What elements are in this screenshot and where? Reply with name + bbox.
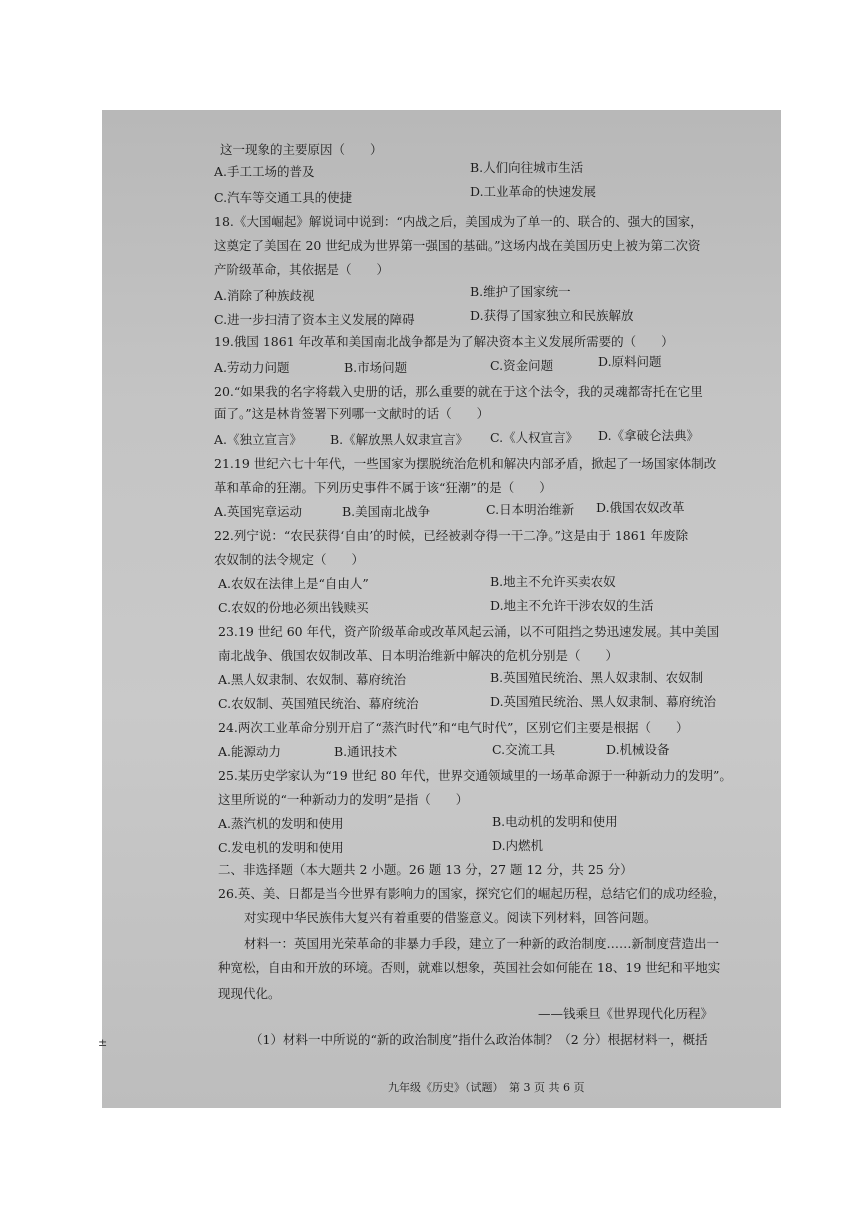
q23-option-d: D.英国殖民统治、黑人奴隶制、幕府统治 <box>490 694 717 709</box>
material-source: ——钱乘旦《世界现代化历程》 <box>538 1006 714 1021</box>
q23-line2: 南北战争、俄国农奴制改革、日本明治维新中解决的危机分别是（ ） <box>218 648 619 663</box>
q20-option-c: C.《人权宣言》 <box>490 430 579 445</box>
q26-line1: 26.英、美、日都是当今世界有影响力的国家，探究它们的崛起历程，总结它们的成功经验， <box>218 886 726 901</box>
q20-option-a: A.《独立宣言》 <box>214 432 303 447</box>
q25-option-b: B.电动机的发明和使用 <box>492 814 618 829</box>
q21-option-b: B.美国南北战争 <box>342 504 431 519</box>
exam-page <box>102 110 781 1108</box>
q26-line2: 对实现中华民族伟大复兴有着重要的借鉴意义。阅读下列材料，回答问题。 <box>244 910 657 925</box>
q17-option-d: D.工业革命的快速发展 <box>470 184 597 199</box>
section-two-heading: 二、非选择题（本大题共 2 小题。26 题 13 分，27 题 12 分，共 25 分） <box>218 862 633 877</box>
q18-line2: 这奠定了美国在 20 世纪成为世界第一强国的基础。”这场内战在美国历史上被为第二次资 <box>214 238 701 253</box>
q24-option-b: B.通讯技术 <box>334 744 398 759</box>
q23-line1: 23.19 世纪 60 年代，资产阶级革命或改革风起云涌，以不可阻挡之势迅速发展。其中美国 <box>218 624 720 639</box>
q22-option-c: C.农奴的份地必须出钱赎买 <box>218 600 369 615</box>
q19-option-c: C.资金问题 <box>490 358 554 373</box>
q25-option-d: D.内燃机 <box>492 838 544 853</box>
q19-option-a: A.劳动力问题 <box>214 360 290 375</box>
q21-line1: 21.19 世纪六七十年代，一些国家为摆脱统治危机和解决内部矛盾，掀起了一场国家体制改 <box>214 456 717 471</box>
q22-option-b: B.地主不允许买卖农奴 <box>490 574 616 589</box>
q22-line1: 22.列宁说：“农民获得‘自由’的时候，已经被剥夺得一干二净。”这是由于 1861 年废除 <box>214 528 689 543</box>
q18-option-b: B.维护了国家统一 <box>470 284 571 299</box>
q18-option-d: D.获得了国家独立和民族解放 <box>470 308 634 323</box>
q26-subquestion-1: （1）材料一中所说的“新的政治制度”指什么政治体制？（2 分）根据材料一，概括 <box>250 1032 708 1047</box>
q24-option-c: C.交流工具 <box>492 742 556 757</box>
q25-line1: 25.某历史学家认为“19 世纪 80 年代，世界交通领域里的一场革命源于一种新动力的发明”。 <box>218 768 732 783</box>
margin-mark: ± <box>98 1036 108 1049</box>
material-one-line3: 现现代化。 <box>218 986 281 1001</box>
q24-option-d: D.机械设备 <box>606 742 670 757</box>
q18-option-a: A.消除了种族歧视 <box>214 288 315 303</box>
q19-option-d: D.原料问题 <box>598 354 662 369</box>
material-one-line1: 材料一：英国用光荣革命的非暴力手段，建立了一种新的政治制度……新制度营造出一 <box>244 936 720 951</box>
q21-option-c: C.日本明治维新 <box>486 502 575 517</box>
q25-line2: 这里所说的“一种新动力的发明”是指（ ） <box>218 792 469 807</box>
q21-option-a: A.英国宪章运动 <box>214 504 303 519</box>
q19-line1: 19.俄国 1861 年改革和美国南北战争都是为了解决资本主义发展所需要的（ ） <box>214 334 674 349</box>
q20-option-d: D.《拿破仑法典》 <box>598 428 700 443</box>
q21-option-d: D.俄国农奴改革 <box>596 500 685 515</box>
q20-line1: 20.“如果我的名字将载入史册的话，那么重要的就在于这个法令，我的灵魂都寄托在它里 <box>214 384 703 399</box>
q23-option-b: B.英国殖民统治、黑人奴隶制、农奴制 <box>490 670 704 685</box>
q25-option-c: C.发电机的发明和使用 <box>218 840 344 855</box>
q24-option-a: A.能源动力 <box>218 744 282 759</box>
q20-option-b: B.《解放黑人奴隶宣言》 <box>330 432 469 447</box>
q19-option-b: B.市场问题 <box>344 360 408 375</box>
material-one-line2: 种宽松，自由和开放的环境。否则，就难以想象，英国社会如何能在 18、19 世纪和平地实 <box>218 960 721 975</box>
q22-line2: 农奴制的法令规定（ ） <box>214 552 365 567</box>
q17-option-a: A.手工工场的普及 <box>214 164 315 179</box>
q18-line1: 18.《大国崛起》解说词中说到：“内战之后，美国成为了单一的、联合的、强大的国家， <box>214 214 703 229</box>
q18-line3: 产阶级革命，其依据是（ ） <box>214 262 390 277</box>
q21-line2: 革和革命的狂潮。下列历史事件不属于该“狂潮”的是（ ） <box>214 480 552 495</box>
q22-option-a: A.农奴在法律上是“自由人” <box>218 576 369 591</box>
q18-option-c: C.进一步扫清了资本主义发展的障碍 <box>214 312 415 327</box>
q17-option-c: C.汽车等交通工具的使捷 <box>214 190 353 205</box>
q23-option-c: C.农奴制、英国殖民统治、幕府统治 <box>218 696 419 711</box>
question-intro: 这一现象的主要原因（ ） <box>220 142 383 157</box>
q22-option-d: D.地主不允许干涉农奴的生活 <box>490 598 654 613</box>
q24-line1: 24.两次工业革命分别开启了“蒸汽时代”和“电气时代”，区别它们主要是根据（ ） <box>218 720 689 735</box>
q23-option-a: A.黑人奴隶制、农奴制、幕府统治 <box>218 672 407 687</box>
q25-option-a: A.蒸汽机的发明和使用 <box>218 816 344 831</box>
q17-option-b: B.人们向往城市生活 <box>470 160 584 175</box>
page-footer: 九年级《历史》（试题） 第 3 页 共 6 页 <box>388 1081 585 1094</box>
q20-line2: 面了。”这是林肯签署下列哪一文献时的话（ ） <box>214 406 490 421</box>
